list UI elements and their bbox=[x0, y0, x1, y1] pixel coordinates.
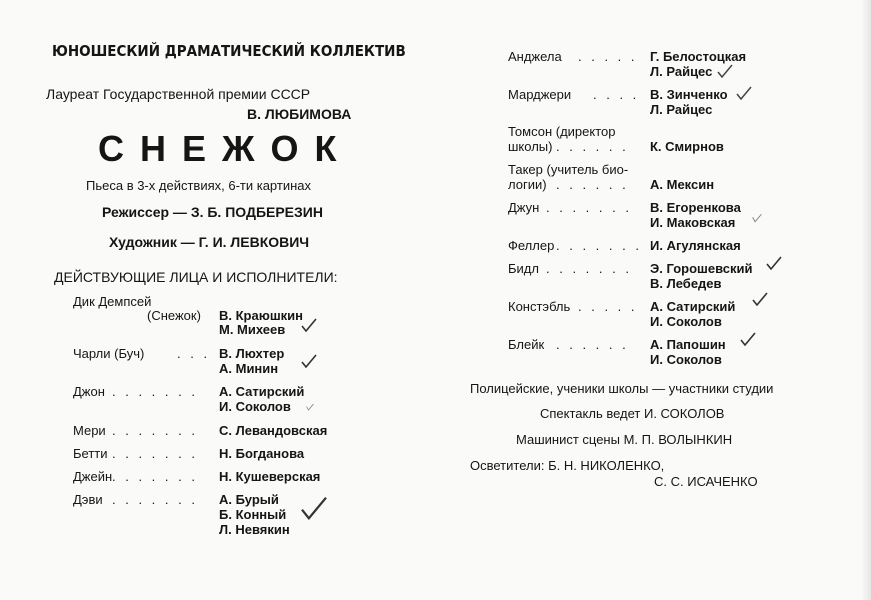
leader-dots: . . . . bbox=[593, 87, 640, 102]
role-name: Томсон (директор bbox=[508, 124, 616, 139]
role-name-cont: логии) bbox=[508, 177, 547, 192]
actor-name: Н. Богданова bbox=[219, 446, 305, 461]
role-name: Джейн bbox=[73, 469, 113, 484]
role-name-cont: школы) bbox=[508, 139, 553, 154]
laureate-line: Лауреат Государственной премии СССР bbox=[46, 86, 311, 102]
role-name: Бидл bbox=[508, 261, 539, 276]
designer-credit: Художник — Г. И. ЛЕВКОВИЧ bbox=[109, 234, 310, 250]
leader-dots: . . . . . . . bbox=[112, 469, 198, 484]
role-name: Феллер bbox=[508, 238, 555, 253]
role-name: Констэбль bbox=[508, 299, 571, 314]
role-name: Дик Демпсей bbox=[73, 294, 152, 309]
actor-name: И. Соколов bbox=[219, 399, 291, 414]
leader-dots: . . . bbox=[177, 346, 211, 361]
role-name: Бетти bbox=[73, 446, 108, 461]
play-subtitle: Пьеса в 3-х действиях, 6-ти картинах bbox=[86, 178, 311, 193]
actor-name: Л. Райцес bbox=[650, 102, 713, 117]
actor-name: Э. Горошевский bbox=[650, 261, 753, 276]
role-name: Дэви bbox=[73, 492, 103, 507]
actor-name: В. Егоренкова bbox=[650, 200, 741, 215]
actor-name: Л. Райцес bbox=[650, 64, 713, 79]
actor-name: А. Мексин bbox=[650, 177, 715, 192]
lighting-line-2: С. С. ИСАЧЕНКО bbox=[654, 474, 758, 489]
role-name-cont: (Снежок) bbox=[147, 308, 201, 323]
actor-name: С. Левандовская bbox=[219, 423, 328, 438]
actor-name: В. Краюшкин bbox=[219, 308, 304, 323]
cast-heading: ДЕЙСТВУЮЩИЕ ЛИЦА И ИСПОЛНИТЕЛИ: bbox=[54, 269, 338, 285]
leader-dots: . . . . . . . bbox=[556, 238, 642, 253]
role-name: Такер (учитель био- bbox=[508, 162, 629, 177]
actor-name: А. Сатирский bbox=[650, 299, 736, 314]
actor-name: А. Сатирский bbox=[219, 384, 305, 399]
actor-name: В. Люхтер bbox=[219, 346, 285, 361]
director-credit: Режиссер — З. Б. ПОДБЕРЕЗИН bbox=[102, 204, 323, 220]
actor-name: М. Михеев bbox=[219, 322, 286, 337]
stage-manager-line: Спектакль ведет И. СОКОЛОВ bbox=[540, 406, 725, 421]
leader-dots: . . . . . . . bbox=[112, 446, 198, 461]
leader-dots: . . . . . . . bbox=[546, 200, 632, 215]
company-name: ЮНОШЕСКИЙ ДРАМАТИЧЕСКИЙ КОЛЛЕКТИВ bbox=[52, 42, 406, 60]
leader-dots: . . . . . bbox=[578, 299, 638, 314]
actor-name: И. Соколов bbox=[650, 352, 722, 367]
checkmark-icon bbox=[752, 292, 768, 306]
checkmark-icon bbox=[301, 354, 317, 368]
role-name: Марджери bbox=[508, 87, 572, 102]
author: В. ЛЮБИМОВА bbox=[247, 106, 352, 122]
leader-dots: . . . . . . . bbox=[546, 261, 632, 276]
checkmark-icon bbox=[766, 256, 782, 270]
role-name: Джон bbox=[73, 384, 105, 399]
leader-dots: . . . . . . bbox=[556, 139, 629, 154]
leader-dots: . . . . . . . bbox=[112, 423, 198, 438]
actor-name: В. Зинченко bbox=[650, 87, 728, 102]
role-name: Джун bbox=[508, 200, 540, 215]
role-name: Чарли (Буч) bbox=[73, 346, 145, 361]
actor-name: А. Минин bbox=[219, 361, 279, 376]
role-name: Блейк bbox=[508, 337, 545, 352]
actor-name: И. Агулянская bbox=[650, 238, 741, 253]
leader-dots: . . . . . . bbox=[556, 177, 629, 192]
play-title: С Н Е Ж О К bbox=[98, 128, 340, 169]
checkmark-icon bbox=[306, 401, 314, 413]
role-name: Мери bbox=[73, 423, 106, 438]
leader-dots: . . . . . bbox=[578, 49, 638, 64]
actor-name: И. Маковская bbox=[650, 215, 736, 230]
actor-name: А. Бурый bbox=[219, 492, 279, 507]
actor-name: В. Лебедев bbox=[650, 276, 722, 291]
actor-name: И. Соколов bbox=[650, 314, 722, 329]
extras-line: Полицейские, ученики школы — участники студии bbox=[470, 381, 774, 396]
checkmark-icon bbox=[717, 64, 733, 78]
lighting-line: Осветители: Б. Н. НИКОЛЕНКО, bbox=[470, 458, 665, 473]
machinist-line: Машинист сцены М. П. ВОЛЫНКИН bbox=[516, 432, 733, 447]
leader-dots: . . . . . . bbox=[556, 337, 629, 352]
leader-dots: . . . . . . . bbox=[112, 492, 198, 507]
checkmark-icon bbox=[752, 211, 762, 225]
leader-dots: . . . . . . . bbox=[112, 384, 198, 399]
actor-name: К. Смирнов bbox=[650, 139, 724, 154]
page-edge-shadow bbox=[861, 0, 871, 600]
checkmark-icon bbox=[736, 86, 752, 100]
actor-name: Б. Конный bbox=[219, 507, 287, 522]
actor-name: А. Папошин bbox=[650, 337, 726, 352]
actor-name: Г. Белостоцкая bbox=[650, 49, 747, 64]
checkmark-icon bbox=[301, 318, 317, 332]
actor-name: Л. Невякин bbox=[219, 522, 290, 537]
checkmark-icon bbox=[300, 496, 328, 520]
checkmark-icon bbox=[740, 332, 756, 346]
actor-name: Н. Кушеверская bbox=[219, 469, 321, 484]
role-name: Анджела bbox=[508, 49, 562, 64]
